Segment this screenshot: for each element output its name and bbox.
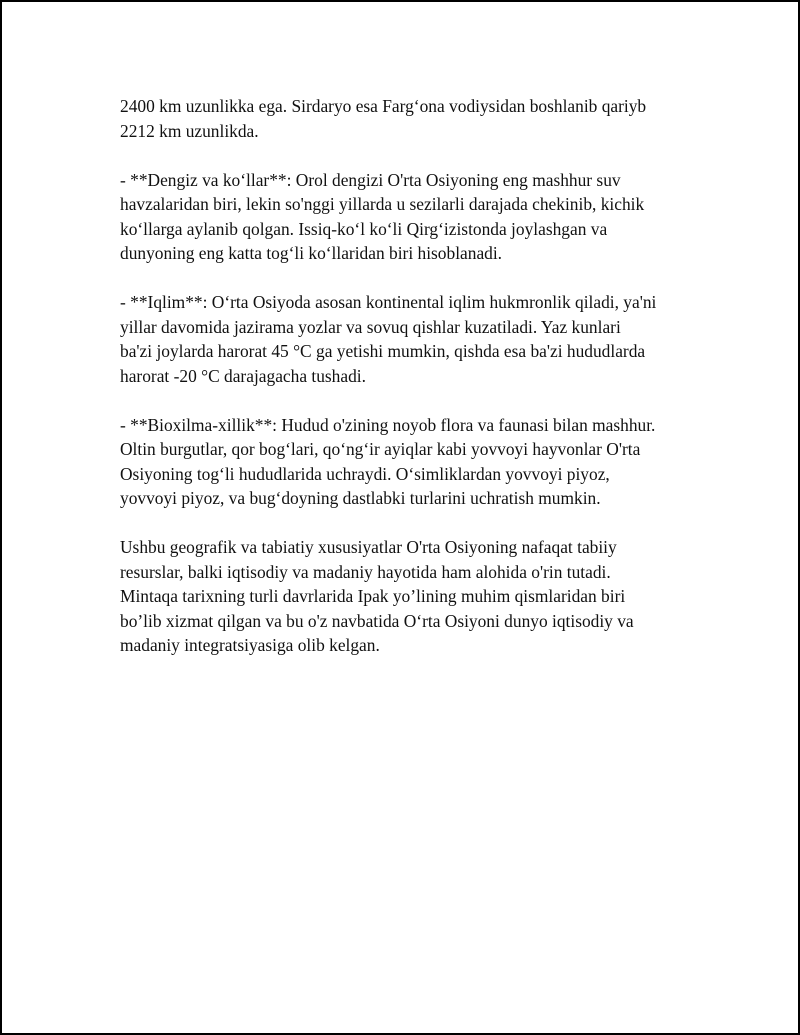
paragraph-conclusion [120, 535, 700, 658]
paragraph-rivers [120, 94, 700, 143]
text-line: 2212 km uzunlikda. [120, 120, 259, 141]
text-line: ko‘llarga aylanib qolgan. Issiq-ko‘l ko‘li Qirg‘izistonda joylashgan va [120, 218, 608, 239]
paragraph-seas-lakes [120, 168, 700, 266]
text-line: bo’lib xizmat qilgan va bu o'z navbatida O‘rta Osiyoni dunyo iqtisodiy va [120, 610, 634, 631]
paragraph-climate [120, 290, 700, 388]
text-line: Oltin burgutlar, qor bog‘lari, qo‘ng‘ir ayiqlar kabi yovvoyi hayvonlar O'rta [120, 439, 641, 459]
text-line: 2400 km uzunlikka ega. Sirdaryo esa Farg‘ona vodiysidan boshlanib qariyb [120, 96, 647, 116]
text-line: Mintaqa tarixning turli davrlarida Ipak yo’lining muhim qismlaridan biri [120, 586, 626, 606]
text-line: Osiyoning tog‘li hududlarida uchraydi. O‘simliklardan yovvoyi piyoz, [120, 463, 610, 484]
text-line: havzalaridan biri, lekin so'nggi yillarda u sezilarli darajada chekinib, kichik [120, 194, 645, 214]
text-line: - **Iqlim**: O‘rta Osiyoda asosan kontinental iqlim hukmronlik qiladi, ya'ni [120, 292, 657, 312]
text-line: harorat -20 °C darajagacha tushadi. [120, 365, 366, 386]
text-line: - **Bioxilma-xillik**: Hudud o'zining noyob flora va faunasi bilan mashhur. [120, 414, 656, 435]
text-line: yillar davomida jazirama yozlar va sovuq qishlar kuzatiladi. Yaz kunlari [120, 316, 621, 337]
paragraph-biodiversity [120, 413, 700, 511]
text-line: ba'zi joylarda harorat 45 °C ga yetishi mumkin, qishda esa ba'zi hududlarda [120, 341, 646, 361]
text-line: yovvoyi piyoz, va bug‘doyning dastlabki turlarini uchratish mumkin. [120, 488, 601, 508]
text-line: madaniy integratsiyasiga olib kelgan. [120, 635, 380, 655]
text-line: resurslar, balki iqtisodiy va madaniy hayotida ham alohida o'rin tutadi. [120, 561, 611, 582]
text-line: dunyoning eng katta tog‘li ko‘llaridan biri hisoblanadi. [120, 243, 503, 263]
text-line: - **Dengiz va ko‘llar**: Orol dengizi O'rta Osiyoning eng mashhur suv [120, 169, 621, 190]
text-line: Ushbu geografik va tabiatiy xususiyatlar O'rta Osiyoning nafaqat tabiiy [120, 537, 617, 557]
document-body [120, 94, 700, 682]
